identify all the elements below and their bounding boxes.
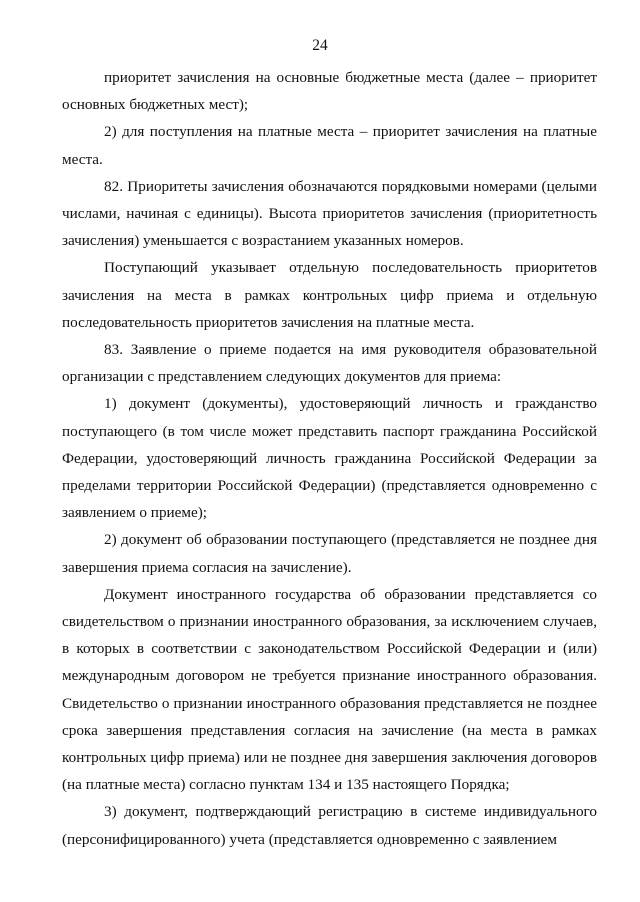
paragraph-82: 82. Приоритеты зачисления обозначаются порядковыми номерами (целыми числами, начиная с единицы). Высота приоритетов зачисления (приоритетность зачисления) уменьшается с возрастанием указанных номеров. <box>62 177 597 250</box>
paragraph-priority-continuation: приоритет зачисления на основные бюджетные места (далее – приоритет основных бюджетных мест); <box>62 69 597 114</box>
paragraph-applicant-sequence: Поступающий указывает отдельную последовательность приоритетов зачисления на места в рамках контрольных цифр приема и отдельную последовательность приоритетов зачисления на платные места. <box>62 259 597 331</box>
paragraph-83: 83. Заявление о приеме подается на имя руководителя образовательной организации с представлением следующих документов для приема: <box>62 341 597 386</box>
paragraph-item-3-registration-document: 3) документ, подтверждающий регистрацию в системе индивидуального (персонифицированного) учета (представляется одновременно с заявлением <box>62 803 597 848</box>
page-number: 24 <box>312 37 328 54</box>
paragraph-foreign-education-document: Документ иностранного государства об образовании представляется со свидетельством о признании иностранного образования, за исключением случаев, в которых в соответствии с законодательством Российской Федерации и (или) международным договором не требуется признание иностранного образования. Свидетельство о признании иностранного образования представляется не позднее срока завершения представления согласия на зачисление (на места в рамках контрольных цифр приема) или не позднее дня завершения заключения договоров (на платные места) согласно пунктам 134 и 135 настоящего Порядка; <box>62 585 597 794</box>
paragraph-item-2-paid-places: 2) для поступления на платные места – приоритет зачисления на платные места. <box>62 123 597 168</box>
paragraph-item-1-identity-document: 1) документ (документы), удостоверяющий личность и гражданство поступающего (в том числе может представить паспорт гражданина Российской Федерации, удостоверяющий личность гражданина Российской Федерации за пределами территории Российской Федерации) (представляется одновременно с заявлением о приеме); <box>62 395 597 522</box>
document-body <box>62 64 597 853</box>
paragraph-item-2-education-document: 2) документ об образовании поступающего (представляется не позднее дня завершения приема согласия на зачисление). <box>62 531 597 576</box>
